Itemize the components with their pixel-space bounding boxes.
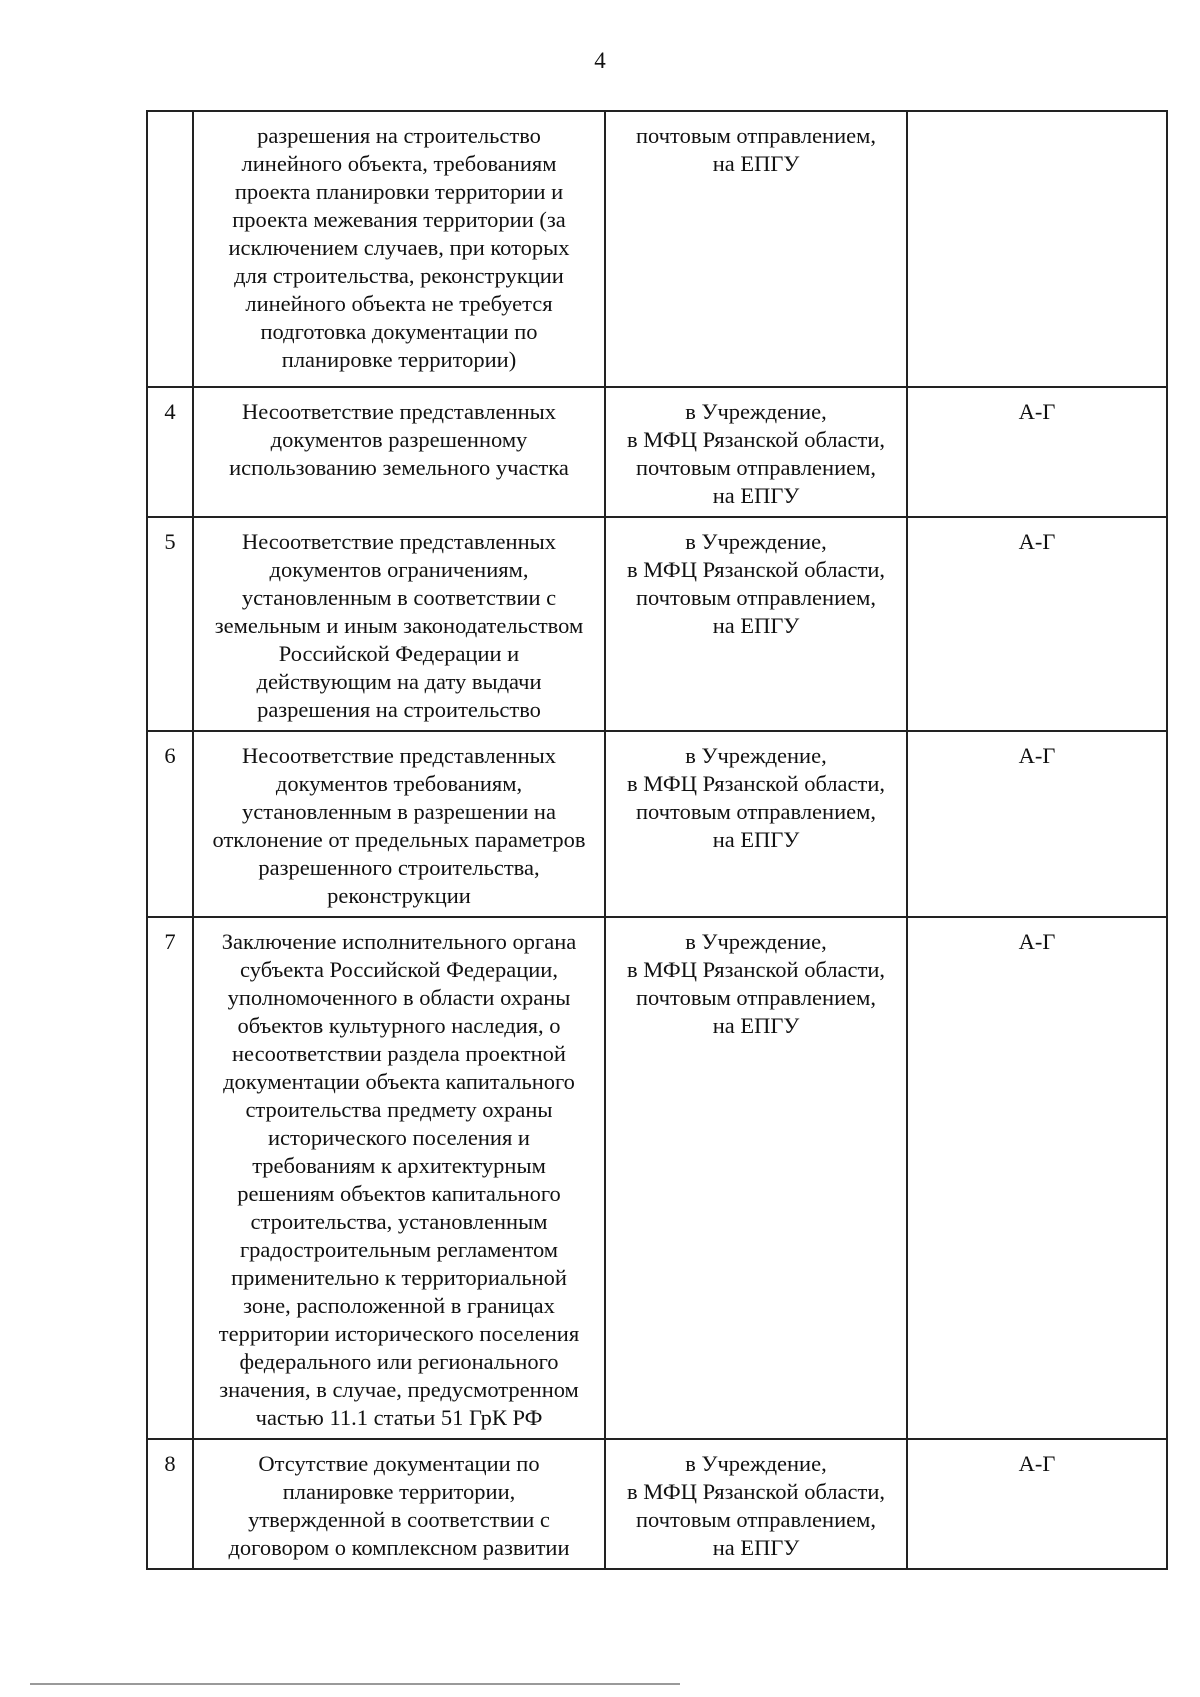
refusal-ground-line: действующим на дату выдачи	[256, 669, 542, 694]
applicant-category-cell: А-Г	[907, 1439, 1167, 1569]
refusal-ground-line: территории исторического поселения	[218, 1321, 580, 1346]
refusal-ground-line: утвержденной в соответствии с	[248, 1507, 550, 1532]
submission-method-cell	[605, 517, 907, 731]
submission-method-line: на ЕПГУ	[712, 613, 800, 638]
refusal-ground-line: строительства, установленным	[250, 1209, 548, 1234]
refusal-ground-line: федерального или регионального	[239, 1349, 559, 1374]
refusal-ground-cell	[193, 387, 605, 517]
refusal-ground-line: Несоответствие представленных	[241, 743, 556, 768]
row-number-cell: 5	[147, 517, 193, 731]
refusal-ground-cell	[193, 917, 605, 1439]
submission-method-line: в Учреждение,	[685, 529, 827, 554]
applicant-category-cell	[907, 111, 1167, 387]
refusal-ground-line: реконструкции	[327, 883, 471, 908]
refusal-ground-line: документов разрешенному	[270, 427, 528, 452]
refusal-ground-line: исключением случаев, при которых	[228, 235, 570, 260]
table-row	[147, 517, 1167, 731]
refusal-ground-line: Несоответствие представленных	[241, 399, 556, 424]
table-row	[147, 731, 1167, 917]
submission-method-line: в Учреждение,	[685, 399, 827, 424]
refusal-ground-line: подготовка документации по	[260, 319, 538, 344]
table-row	[147, 111, 1167, 387]
submission-method-line: в МФЦ Рязанской области,	[626, 957, 886, 982]
refusal-ground-cell	[193, 731, 605, 917]
submission-method-line: почтовым отправлением,	[636, 455, 876, 480]
table-row	[147, 917, 1167, 1439]
refusal-ground-line: Заключение исполнительного органа	[221, 929, 577, 954]
refusal-ground-line: несоответствии раздела проектной	[232, 1041, 566, 1066]
submission-method-line: почтовым отправлением,	[636, 585, 876, 610]
scan-artifact-line	[30, 1683, 680, 1685]
submission-method-cell	[605, 1439, 907, 1569]
table-body	[147, 111, 1167, 1569]
refusal-ground-line: требованиям к архитектурным	[252, 1153, 546, 1178]
applicant-category-cell: А-Г	[907, 517, 1167, 731]
submission-method-line: в МФЦ Рязанской области,	[626, 557, 886, 582]
refusal-ground-line: субъекта Российской Федерации,	[240, 957, 558, 982]
submission-method-cell	[605, 731, 907, 917]
row-number-cell: 6	[147, 731, 193, 917]
submission-method-line: почтовым отправлением,	[636, 985, 876, 1010]
refusal-ground-line: Российской Федерации и	[278, 641, 520, 666]
submission-method-line: почтовым отправлением,	[636, 1507, 876, 1532]
submission-method-line: на ЕПГУ	[712, 1013, 800, 1038]
refusal-ground-cell	[193, 1439, 605, 1569]
refusal-ground-line: частью 11.1 статьи 51 ГрК РФ	[255, 1405, 543, 1430]
refusal-ground-line: разрешенного строительства,	[258, 855, 540, 880]
row-number-cell: 4	[147, 387, 193, 517]
refusal-ground-line: проекта межевания территории (за	[232, 207, 566, 232]
refusal-ground-line: строительства предмету охраны	[245, 1097, 553, 1122]
refusal-ground-line: установленным в соответствии с	[241, 585, 557, 610]
refusal-ground-line: уполномоченного в области охраны	[227, 985, 571, 1010]
submission-method-line: на ЕПГУ	[712, 483, 800, 508]
refusal-ground-line: объектов культурного наследия, о	[237, 1013, 561, 1038]
submission-method-line: в Учреждение,	[685, 743, 827, 768]
submission-method-cell	[605, 111, 907, 387]
refusal-ground-line: планировке территории,	[282, 1479, 516, 1504]
submission-method-cell	[605, 387, 907, 517]
row-number-cell	[147, 111, 193, 387]
table-row	[147, 387, 1167, 517]
refusal-grounds-table	[146, 110, 1168, 1570]
refusal-ground-line: договором о комплексном развитии	[228, 1535, 570, 1560]
submission-method-line: в Учреждение,	[685, 1451, 827, 1476]
refusal-ground-line: использованию земельного участка	[229, 455, 569, 480]
submission-method-line: на ЕПГУ	[712, 151, 800, 176]
submission-method-line: в МФЦ Рязанской области,	[626, 771, 886, 796]
row-number-cell: 7	[147, 917, 193, 1439]
refusal-ground-line: решениям объектов капитального	[237, 1181, 561, 1206]
refusal-ground-line: документов требованиям,	[275, 771, 523, 796]
refusal-ground-line: линейного объекта, требованиям	[241, 151, 557, 176]
refusal-ground-cell	[193, 517, 605, 731]
refusal-ground-line: разрешения на строительство	[257, 697, 541, 722]
refusal-ground-line: для строительства, реконструкции	[234, 263, 564, 288]
refusal-ground-line: Несоответствие представленных	[241, 529, 556, 554]
refusal-ground-line: документации объекта капитального	[223, 1069, 575, 1094]
refusal-ground-line: применительно к территориальной	[231, 1265, 567, 1290]
refusal-ground-line: планировке территории)	[281, 347, 517, 372]
refusal-ground-line: установленным в разрешении на	[242, 799, 556, 824]
submission-method-line: на ЕПГУ	[712, 827, 800, 852]
refusal-ground-line: значения, в случае, предусмотренном	[219, 1377, 579, 1402]
applicant-category-cell: А-Г	[907, 387, 1167, 517]
refusal-ground-line: градостроительным регламентом	[239, 1237, 559, 1262]
submission-method-line: на ЕПГУ	[712, 1535, 800, 1560]
submission-method-cell	[605, 917, 907, 1439]
refusal-ground-line: зоне, расположенной в границах	[243, 1293, 555, 1318]
refusal-ground-line: разрешения на строительство	[257, 123, 541, 148]
submission-method-line: почтовым отправлением,	[636, 123, 876, 148]
refusal-ground-line: исторического поселения и	[268, 1125, 530, 1150]
page-number: 4	[594, 48, 606, 73]
refusal-ground-line: документов ограничениям,	[269, 557, 529, 582]
table-row	[147, 1439, 1167, 1569]
refusal-ground-line: проекта планировки территории и	[234, 179, 564, 204]
submission-method-line: в Учреждение,	[685, 929, 827, 954]
refusal-ground-line: отклонение от предельных параметров	[212, 827, 586, 852]
refusal-ground-line: линейного объекта не требуется	[245, 291, 553, 316]
refusal-ground-line: земельным и иным законодательством	[214, 613, 584, 638]
row-number-cell: 8	[147, 1439, 193, 1569]
applicant-category-cell: А-Г	[907, 917, 1167, 1439]
submission-method-line: почтовым отправлением,	[636, 799, 876, 824]
refusal-ground-line: Отсутствие документации по	[258, 1451, 540, 1476]
applicant-category-cell: А-Г	[907, 731, 1167, 917]
submission-method-line: в МФЦ Рязанской области,	[626, 427, 886, 452]
refusal-ground-cell	[193, 111, 605, 387]
submission-method-line: в МФЦ Рязанской области,	[626, 1479, 886, 1504]
